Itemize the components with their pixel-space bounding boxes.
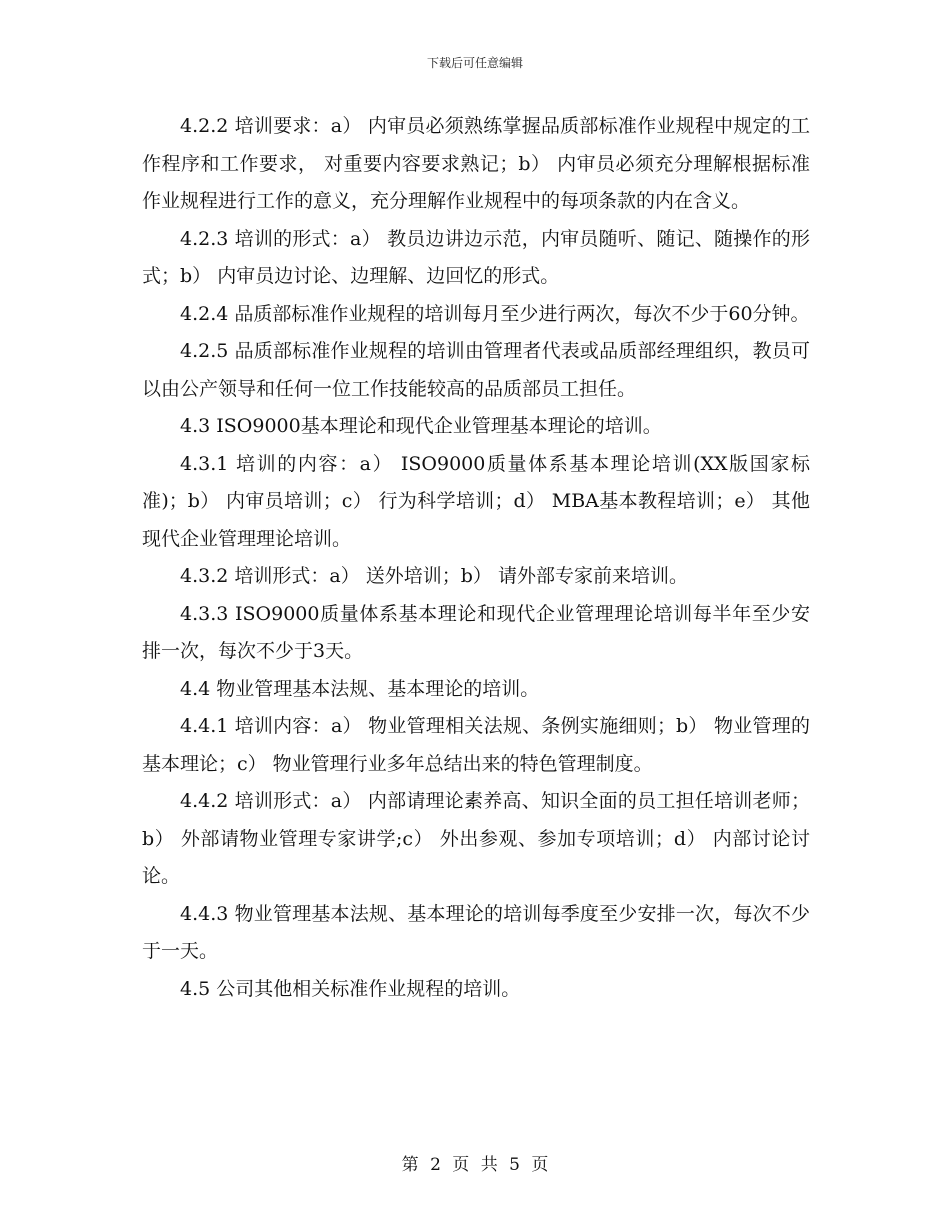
paragraph-4-4-1: 4.4.1 培训内容：a） 物业管理相关法规、条例实施细则；b） 物业管理的基本理论；c） 物业管理行业多年总结出来的特色管理制度。 — [142, 715, 810, 775]
paragraph-4-3-2: 4.3.2 培训形式：a） 送外培训；b） 请外部专家前来培训。 — [180, 565, 688, 587]
paragraph-4-4-2: 4.4.2 培训形式：a） 内部请理论素养高、知识全面的员工担任培训老师；b） 外部请物业管理专家讲学;c） 外出参观、参加专项培训；d） 内部讨论讨论。 — [142, 790, 810, 887]
section-4-5-heading: 4.5 公司其他相关标准作业规程的培训。 — [180, 977, 521, 1000]
page-header: 下载后可任意编辑 — [426, 56, 523, 70]
paragraph-4-2-3: 4.2.3 培训的形式：a） 教员边讲边示范，内审员随听、随记、随操作的形式；b） 内审员边讨论、边理解、边回忆的形式。 — [142, 227, 810, 287]
page-number-footer: 第 2 页 共 5 页 — [401, 1155, 549, 1175]
paragraph-4-2-2: 4.2.2 培训要求：a） 内审员必须熟练掌握品质部标准作业规程中规定的工作程序和工作要求， 对重要内容要求熟记；b） 内审员必须充分理解根据标准作业规程进行工作的意义，充分理解作业规程中的每项条款的内在含义。 — [142, 115, 810, 212]
section-4-4-heading: 4.4 物业管理基本法规、基本理论的培训。 — [180, 677, 540, 700]
paragraph-4-2-4: 4.2.4 品质部标准作业规程的培训每月至少进行两次，每次不少于60分钟。 — [180, 302, 810, 325]
paragraph-4-3-3: 4.3.3 ISO9000质量体系基本理论和现代企业管理理论培训每半年至少安排一次，每次不少于3天。 — [142, 602, 810, 662]
document-body — [142, 108, 810, 1008]
paragraph-4-4-3: 4.4.3 物业管理基本法规、基本理论的培训每季度至少安排一次，每次不少于一天。 — [142, 902, 810, 962]
section-4-3-heading: 4.3 ISO9000基本理论和现代企业管理基本理论的培训。 — [180, 415, 662, 437]
paragraph-4-2-5: 4.2.5 品质部标准作业规程的培训由管理者代表或品质部经理组织，教员可以由公产领导和任何一位工作技能较高的品质部员工担任。 — [142, 340, 810, 400]
paragraph-4-3-1: 4.3.1 培训的内容：a） ISO9000质量体系基本理论培训(XX版国家标准)；b） 内审员培训；c） 行为科学培训；d） MBA基本教程培训；e） 其他现代企业管理理论培训。 — [142, 452, 810, 550]
